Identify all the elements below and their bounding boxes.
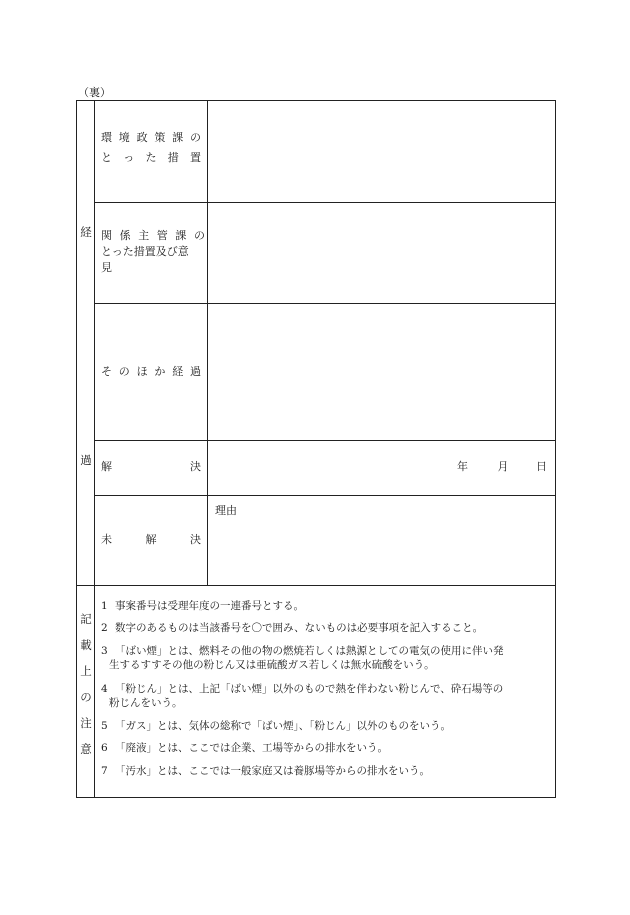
label-char: と	[101, 151, 112, 164]
label-char: の	[118, 365, 130, 378]
env-policy-label	[101, 128, 201, 168]
note-text: 「粉じん」とは、上記「ばい煙」以外のもので熱を伴わない粉じんで、砕石場等の	[115, 683, 504, 695]
env-policy-entry[interactable]	[208, 101, 556, 202]
other-progress-entry[interactable]	[208, 304, 556, 440]
note-item	[101, 599, 551, 613]
note-item	[101, 621, 551, 635]
label-char: 策	[154, 131, 166, 144]
label-char: た	[145, 151, 157, 164]
note-item	[101, 682, 551, 710]
resolved-text	[101, 457, 201, 477]
note-continuation: 生するすすその他の粉じん又は亜硫酸ガス若しくは無水硫酸をいう。	[109, 659, 435, 671]
notes-side-char: の	[80, 690, 92, 704]
note-item	[101, 741, 551, 755]
env-policy-line2	[101, 148, 201, 168]
month-label: 月	[497, 460, 509, 473]
section-divider	[77, 585, 556, 586]
label-char: 決	[190, 460, 201, 473]
unresolved-reason-entry[interactable]	[208, 519, 556, 585]
label-char: 決	[190, 533, 201, 546]
day-label: 日	[536, 460, 547, 473]
label-char: か	[154, 365, 166, 378]
note-text: 「汚水」とは、ここでは一般家庭又は養豚場等からの排水をいう。	[115, 765, 430, 777]
note-item	[101, 764, 551, 778]
env-policy-line1	[101, 128, 201, 148]
row-divider-4	[94, 495, 556, 496]
label-char: 政	[136, 131, 148, 144]
note-text: 「ガス」とは、気体の総称で「ばい煙」、「粉じん」以外のものをいう。	[115, 720, 451, 732]
note-number: 5	[101, 720, 108, 732]
label-char: そ	[101, 365, 112, 378]
label-char: 係	[119, 229, 131, 242]
record-form	[76, 100, 556, 798]
label-char: 措	[167, 151, 179, 164]
label-char: 置	[190, 151, 201, 164]
note-item	[101, 644, 551, 672]
note-number: 3	[101, 645, 108, 657]
row-divider-3	[94, 440, 556, 441]
progress-label-top: 経	[80, 225, 92, 239]
resolved-date[interactable]	[457, 457, 547, 477]
year-label: 年	[457, 460, 468, 473]
back-side-label: （裏）	[78, 86, 111, 99]
related-dept-line2: とった措置及び意	[101, 245, 189, 258]
note-number: 2	[101, 622, 108, 634]
label-char: の	[193, 229, 205, 242]
note-text: 「ばい煙」とは、燃料その他の物の燃焼若しくは熱源としての電気の使用に伴い発	[115, 645, 504, 657]
notes-side-char: 上	[80, 664, 92, 678]
label-char: 過	[189, 365, 201, 378]
notes-side-char: 載	[80, 638, 92, 652]
related-dept-label	[101, 228, 205, 276]
note-text: 事案番号は受理年度の一連番号とする。	[115, 600, 304, 612]
note-text: 数字のあるものは当該番号を〇で囲み、ないものは必要事項を記入すること。	[115, 622, 484, 634]
notes-side-char: 記	[80, 612, 92, 626]
other-progress-text	[101, 362, 201, 382]
label-char: 経	[172, 365, 184, 378]
label-char: 管	[156, 229, 168, 242]
note-number: 4	[101, 683, 108, 695]
label-char: 環	[101, 131, 112, 144]
label-char: 主	[138, 229, 150, 242]
reason-label: 理由	[215, 504, 237, 517]
related-dept-line3: 見	[101, 261, 112, 274]
notes-side-char: 注	[80, 716, 92, 730]
label-char: 解	[101, 460, 112, 473]
resolved-label	[101, 457, 201, 477]
label-char: 関	[101, 229, 112, 242]
label-char: 課	[172, 131, 184, 144]
notes-side-char: 意	[80, 742, 92, 756]
label-char: 課	[175, 229, 187, 242]
label-char: っ	[123, 151, 135, 164]
progress-label-bottom: 過	[80, 453, 92, 467]
note-number: 1	[101, 600, 108, 612]
label-char: 解	[145, 533, 157, 546]
label-char: 境	[118, 131, 130, 144]
note-number: 6	[101, 742, 108, 754]
left-column-divider	[94, 101, 95, 585]
other-progress-label	[101, 362, 201, 382]
related-dept-entry[interactable]	[208, 203, 556, 303]
label-char: 未	[101, 533, 112, 546]
note-continuation: 粉じんをいう。	[109, 697, 183, 709]
label-char: の	[189, 131, 201, 144]
unresolved-label	[101, 530, 201, 550]
note-text: 「廃液」とは、ここでは企業、工場等からの排水をいう。	[115, 742, 388, 754]
unresolved-text	[101, 530, 201, 550]
related-dept-line1	[101, 228, 205, 244]
note-number: 7	[101, 765, 108, 777]
note-item	[101, 719, 551, 733]
label-char: ほ	[136, 365, 148, 378]
notes-side-label	[77, 611, 95, 767]
